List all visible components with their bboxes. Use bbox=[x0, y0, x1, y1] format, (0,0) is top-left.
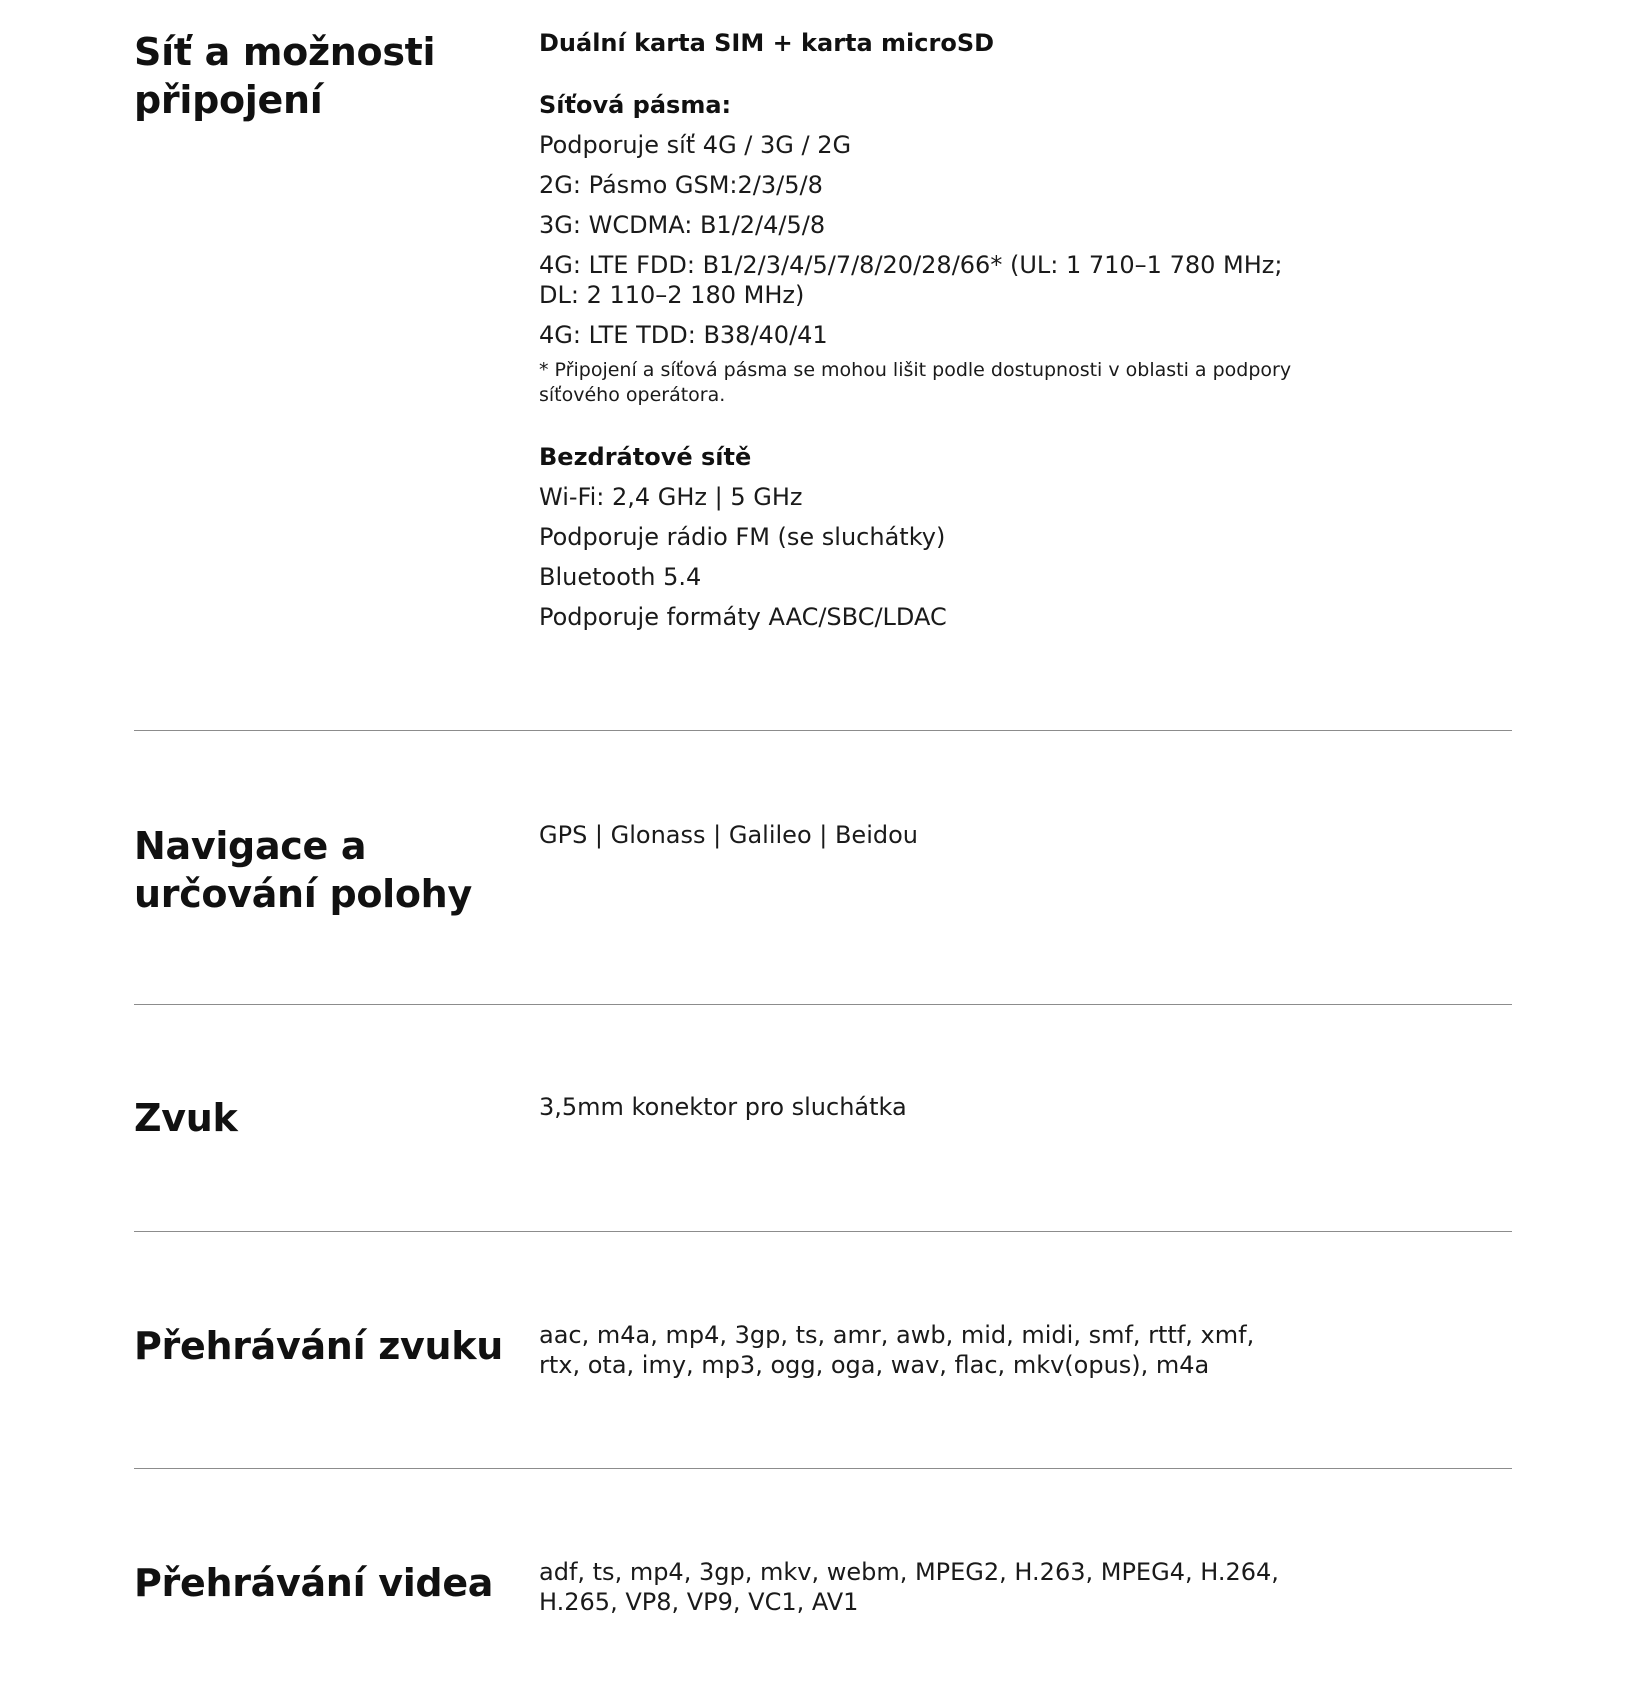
audio-jack: 3,5mm konektor pro sluchátka bbox=[539, 1093, 907, 1121]
section-title bbox=[134, 1322, 514, 1370]
title-line: Přehrávání zvuku bbox=[134, 1324, 503, 1368]
band-line: 4G: LTE FDD: B1/2/3/4/5/7/8/20/28/66* (UL: 1 710–1 780 MHz; DL: 2 110–2 180 MHz) bbox=[539, 251, 1283, 309]
section-content bbox=[539, 1092, 1319, 1122]
title-line: Navigace a bbox=[134, 824, 367, 868]
section-video-playback bbox=[134, 1557, 1512, 1637]
title-line: Síť a možnosti bbox=[134, 30, 436, 74]
section-divider bbox=[134, 1468, 1512, 1469]
title-line: Zvuk bbox=[134, 1096, 238, 1140]
band-line: 3G: WCDMA: B1/2/4/5/8 bbox=[539, 211, 826, 239]
title-line: Přehrávání videa bbox=[134, 1561, 494, 1605]
section-divider bbox=[134, 1004, 1512, 1005]
bands-heading: Síťová pásma: bbox=[539, 91, 732, 119]
section-content bbox=[539, 26, 1319, 632]
section-content bbox=[539, 820, 1319, 850]
audio-formats: aac, m4a, mp4, 3gp, ts, amr, awb, mid, midi, smf, rttf, xmf, rtx, ota, imy, mp3, ogg, oga, wav, flac, mkv(opus), m4a bbox=[539, 1321, 1255, 1379]
section-divider bbox=[134, 1231, 1512, 1232]
section-content bbox=[539, 1320, 1319, 1380]
band-line: 2G: Pásmo GSM:2/3/5/8 bbox=[539, 171, 823, 199]
section-title bbox=[134, 1559, 514, 1607]
video-formats: adf, ts, mp4, 3gp, mkv, webm, MPEG2, H.263, MPEG4, H.264, H.265, VP8, VP9, VC1, AV1 bbox=[539, 1558, 1279, 1616]
band-line: 4G: LTE TDD: B38/40/41 bbox=[539, 321, 828, 349]
wireless-heading: Bezdrátové sítě bbox=[539, 443, 752, 471]
sim-info: Duální karta SIM + karta microSD bbox=[539, 29, 995, 57]
section-title bbox=[134, 822, 514, 918]
section-divider bbox=[134, 730, 1512, 731]
navigation-systems: GPS | Glonass | Galileo | Beidou bbox=[539, 821, 918, 849]
section-sound bbox=[134, 1092, 1512, 1172]
section-navigation bbox=[134, 820, 1512, 940]
section-network bbox=[134, 26, 1512, 656]
wireless-line: Bluetooth 5.4 bbox=[539, 563, 702, 591]
title-line: určování polohy bbox=[134, 872, 472, 916]
band-line: Podporuje síť 4G / 3G / 2G bbox=[539, 131, 852, 159]
section-content bbox=[539, 1557, 1319, 1617]
wireless-line: Wi-Fi: 2,4 GHz | 5 GHz bbox=[539, 483, 803, 511]
section-title bbox=[134, 1094, 514, 1142]
section-title bbox=[134, 28, 514, 124]
bands-footnote: * Připojení a síťová pásma se mohou lišit podle dostupnosti v oblasti a podpory síťového operátora. bbox=[539, 359, 1292, 406]
wireless-line: Podporuje rádio FM (se sluchátky) bbox=[539, 523, 946, 551]
wireless-line: Podporuje formáty AAC/SBC/LDAC bbox=[539, 603, 947, 631]
section-audio-playback bbox=[134, 1320, 1512, 1400]
title-line: připojení bbox=[134, 78, 323, 122]
